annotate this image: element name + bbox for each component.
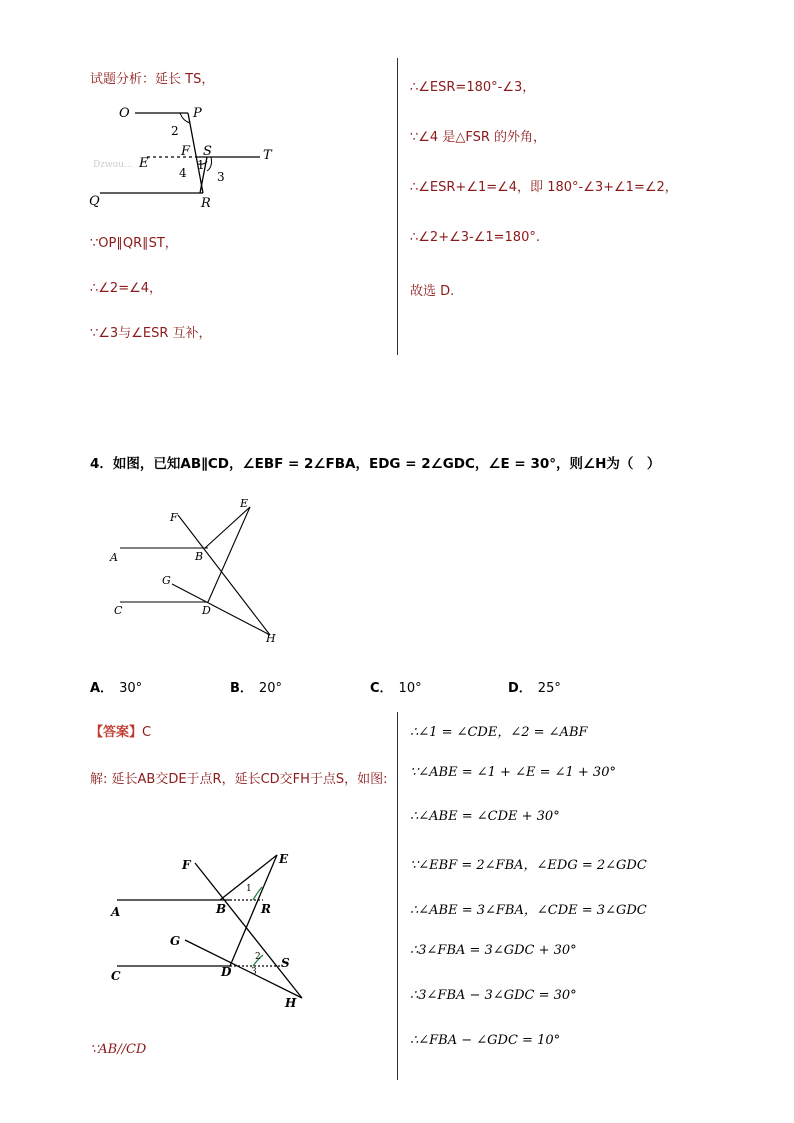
prev-label-s: S [203, 144, 212, 159]
a-label-a: A [111, 905, 121, 919]
prev-label-p: P [193, 106, 202, 121]
prev-solution-line-1: 试题分析：延长 TS， [90, 72, 215, 87]
a-label-3: 3 [251, 967, 257, 977]
a-label-b: B [216, 902, 227, 916]
prev-figure [85, 95, 285, 215]
prev-solution-right-3: ∴∠ESR+∠1=∠4，即 180°-∠3+∠1=∠2， [410, 180, 678, 195]
a-label-r: R [261, 902, 271, 916]
answer-value: C [142, 725, 152, 740]
a-label-g: G [170, 934, 181, 948]
prev-solution-line-2: ∵OP∥QR∥ST， [90, 236, 178, 251]
prev-label-f: F [181, 144, 191, 159]
a-label-s: S [281, 956, 290, 970]
prev-label-2: 2 [171, 124, 179, 138]
prev-label-1: 1 [197, 158, 205, 172]
a-label-h: H [285, 996, 297, 1010]
prev-label-3: 3 [217, 170, 225, 184]
answer-line [90, 721, 151, 740]
solution-step-4: ∵∠EBF = 2∠FBA，∠EDG = 2∠GDC [410, 858, 647, 873]
a-label-f: F [182, 858, 191, 872]
prev-watermark: Dzwou... [93, 160, 133, 170]
option-b: B． 20° [230, 681, 282, 696]
prev-label-q: Q [89, 194, 100, 209]
prev-label-4: 4 [179, 166, 187, 180]
prev-label-e: E [139, 156, 149, 171]
solution-intro: 解: 延长AB交DE于点R，延长CD交FH于点S，如图: [90, 772, 388, 787]
q-label-c: C [114, 604, 123, 617]
answer-tag: 【答案】 [90, 725, 143, 740]
question-4-text: 4．如图，已知AB∥CD，∠EBF = 2∠FBA，EDG = 2∠GDC，∠E = 30°，则∠H为（ ） [90, 456, 661, 472]
prev-solution-right-2: ∵∠4 是△FSR 的外角， [410, 130, 546, 145]
q-label-f: F [170, 511, 178, 524]
a-label-d: D [221, 965, 232, 979]
q-label-g: G [162, 574, 171, 587]
solution-step-8: ∴∠FBA − ∠GDC = 10° [410, 1033, 561, 1048]
option-c: C． 10° [370, 681, 422, 696]
solution-step-3: ∴∠ABE = ∠CDE + 30° [410, 809, 560, 824]
solution-step-5: ∴∠ABE = 3∠FBA，∠CDE = 3∠GDC [410, 903, 647, 918]
prev-solution-right-4: ∴∠2+∠3-∠1=180°. [410, 230, 540, 245]
a-label-2: 2 [255, 952, 261, 962]
prev-label-r: R [201, 196, 211, 211]
solution-step-7: ∴3∠FBA − 3∠GDC = 30° [410, 988, 577, 1003]
prev-label-t: T [263, 148, 272, 163]
a-label-e: E [279, 852, 289, 866]
a-label-1: 1 [246, 884, 252, 894]
q-label-e: E [240, 497, 249, 510]
solution-step-6: ∴3∠FBA = 3∠GDC + 30° [410, 943, 577, 958]
solution-step-1: ∴∠1 = ∠CDE，∠2 = ∠ABF [410, 725, 588, 740]
question-figure [100, 490, 300, 650]
prev-label-o: O [119, 106, 130, 121]
solution-step-2: ∵∠ABE = ∠1 + ∠E = ∠1 + 30° [410, 765, 616, 780]
a-label-c: C [111, 969, 121, 983]
answer-figure [105, 845, 315, 1015]
prev-solution-right-5: 故选 D. [410, 284, 455, 299]
prev-solution-line-3: ∴∠2=∠4， [90, 281, 163, 296]
option-a: A． 30° [90, 681, 143, 696]
q-label-a: A [110, 551, 118, 564]
prev-divider [397, 58, 398, 355]
q-label-d: D [202, 604, 211, 617]
q-label-h: H [266, 632, 276, 645]
answer-divider [397, 712, 398, 1080]
prev-solution-right-1: ∴∠ESR=180°-∠3， [410, 80, 536, 95]
option-d: D． 25° [508, 681, 561, 696]
q-label-b: B [195, 550, 204, 563]
prev-solution-line-4: ∵∠3与∠ESR 互补， [90, 326, 212, 341]
solution-left-last: ∵AB//CD [90, 1042, 147, 1057]
